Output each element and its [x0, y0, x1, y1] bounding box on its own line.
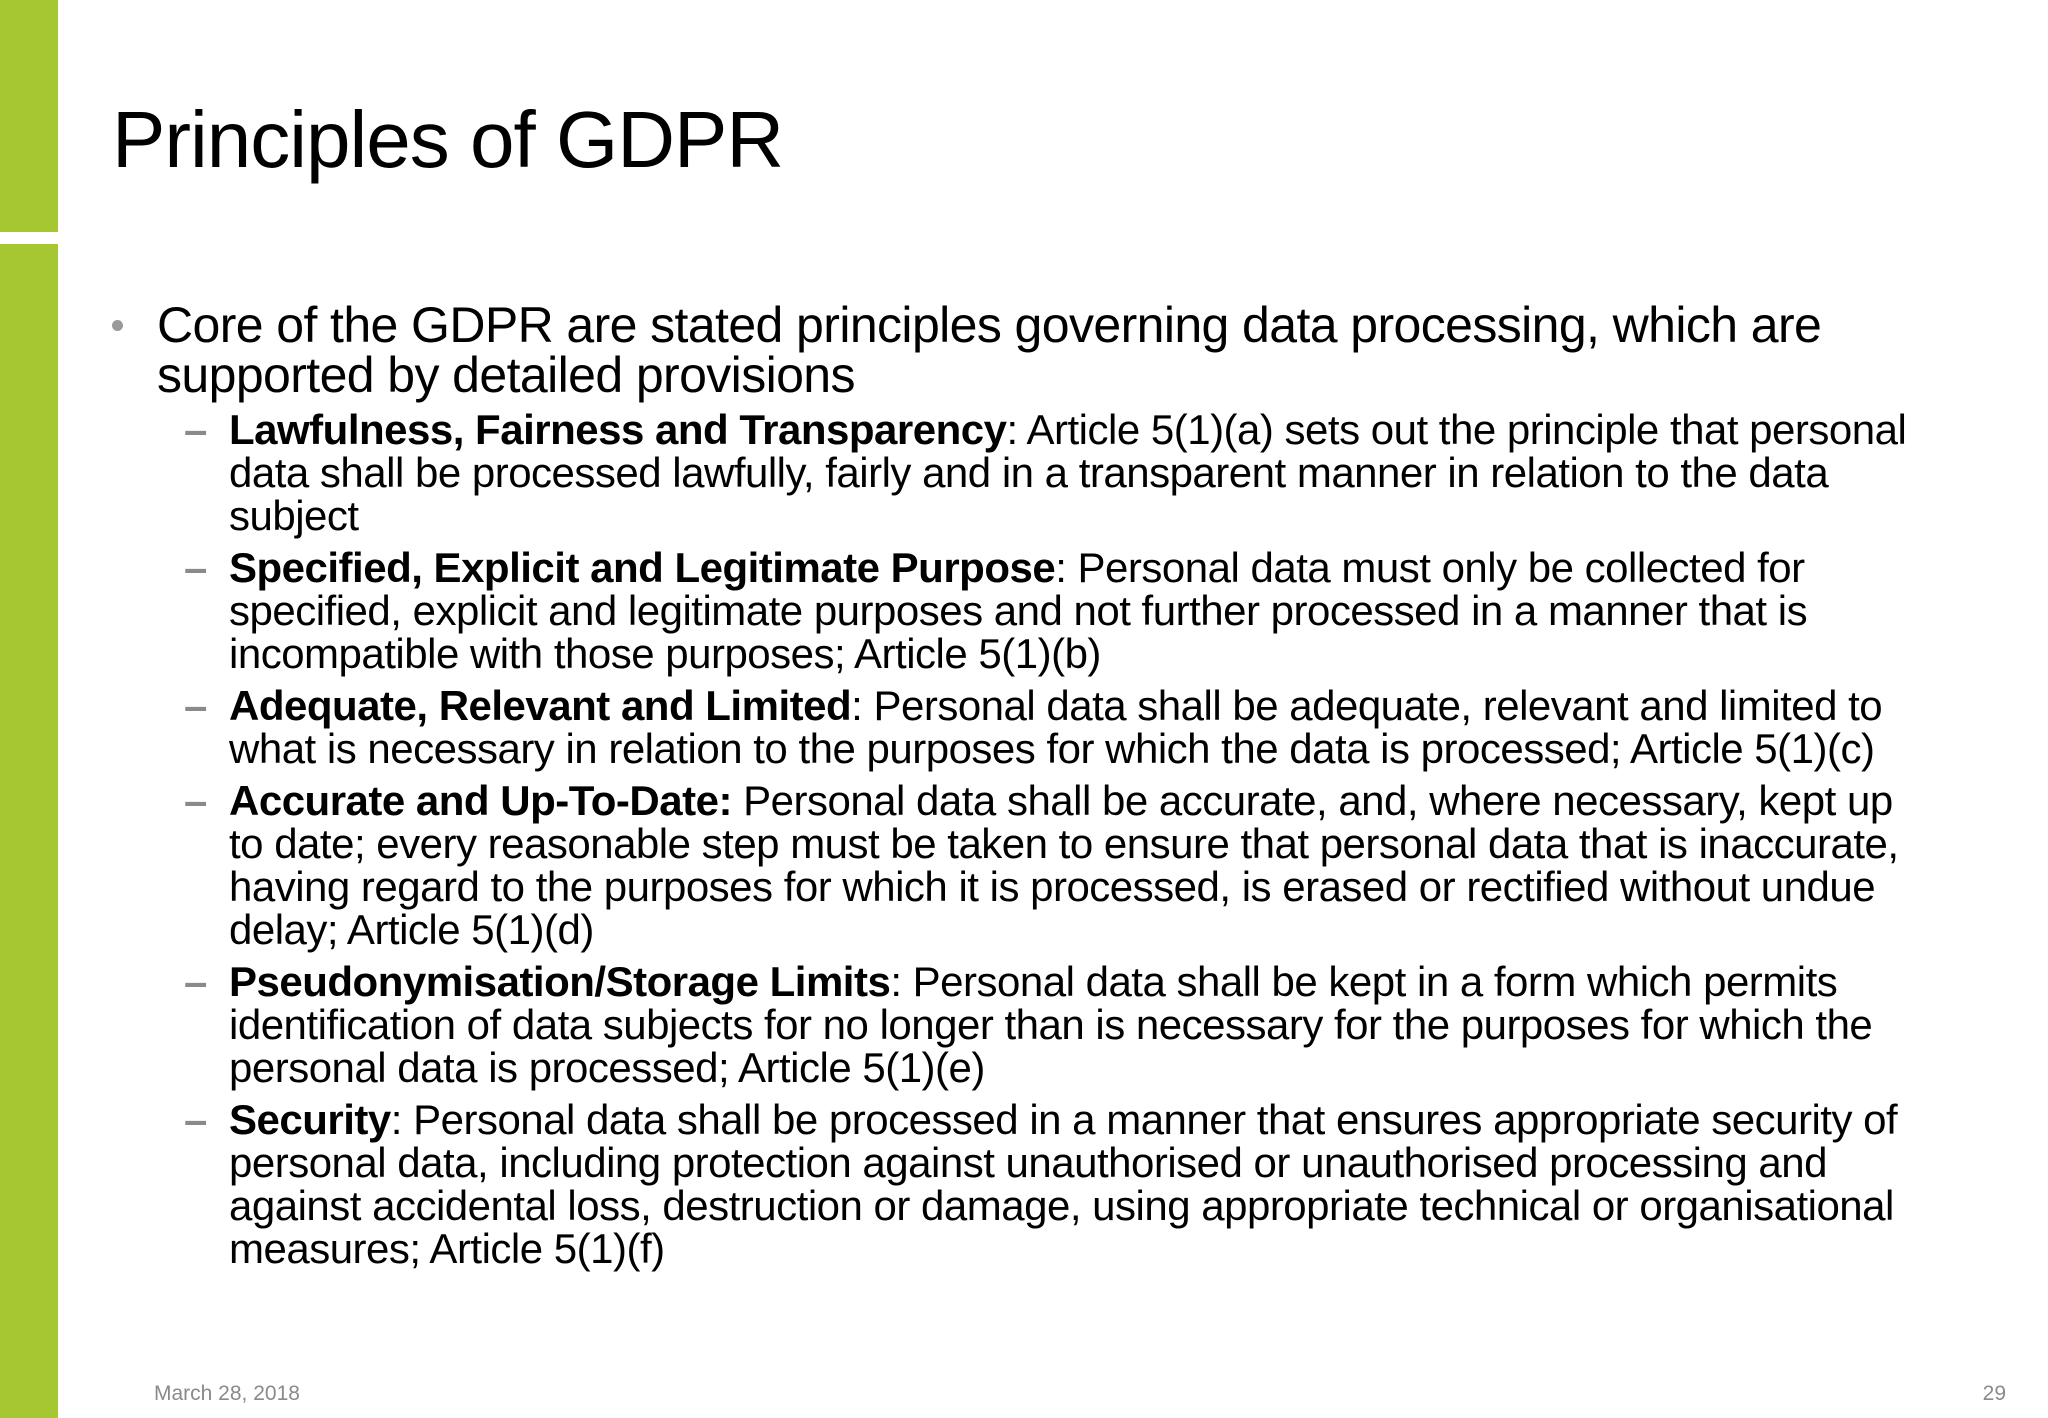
principle-item [112, 779, 1932, 951]
principle-term: Accurate and Up-To-Date: [229, 777, 732, 824]
main-bullet [112, 297, 1932, 403]
main-bullet-text: Core of the GDPR are stated principles governing data processing, which are supported by detailed provisions [157, 297, 1822, 403]
slide-title: Principles of GDPR [112, 95, 784, 184]
principle-term: Lawfulness, Fairness and Transparency [229, 406, 1007, 453]
dash-bullet-icon: – [184, 958, 207, 1005]
principle-text: : Article 5(1)(a) sets out the principle that personal data shall be processed lawfully, fairly and in a transparent manner in relation to the data subject [229, 406, 1907, 539]
principle-term: Pseudonymisation/Storage Limits [229, 958, 891, 1005]
principle-text: : Personal data shall be processed in a manner that ensures appropriate security of personal data, including protection against unauthorised or unauthorised processing and against accidental loss, destruction or damage, using appropriate technical or organisational measures; Article 5(1)(f) [229, 1096, 1898, 1272]
principle-term: Adequate, Relevant and Limited [229, 682, 852, 729]
accent-bar-bottom [0, 244, 58, 1418]
principle-item [112, 684, 1932, 770]
principle-text: : Personal data shall be adequate, relevant and limited to what is necessary in relation to the purposes for which the data is processed; Article 5(1)(c) [229, 682, 1883, 772]
principle-item [112, 960, 1932, 1089]
footer-date: March 28, 2018 [154, 1382, 300, 1405]
principle-term: Specified, Explicit and Legitimate Purpose [229, 544, 1056, 591]
principle-text: Personal data shall be accurate, and, where necessary, kept up to date; every reasonable step must be taken to ensure that personal data that is inaccurate, having regard to the purposes for which it is processed, is erased or rectified without undue delay; Article 5(1)(d) [229, 777, 1899, 953]
dash-bullet-icon: – [184, 682, 207, 729]
dash-bullet-icon: – [184, 777, 207, 824]
principle-text: : Personal data shall be kept in a form which permits identification of data subjects for no longer than is necessary for the purposes for which the personal data is processed; Article 5(1)(e) [229, 958, 1873, 1091]
principle-text: : Personal data must only be collected for specified, explicit and legitimate purposes and not further processed in a manner that is incompatible with those purposes; Article 5(1)(b) [229, 544, 1808, 677]
principles-list [112, 408, 1932, 1270]
page-number: 29 [1982, 1382, 2006, 1405]
principle-item [112, 1098, 1932, 1270]
principle-item [112, 408, 1932, 537]
dash-bullet-icon: – [184, 544, 207, 591]
dash-bullet-icon: – [184, 1096, 207, 1143]
accent-bar-top [0, 0, 58, 232]
principle-term: Security [229, 1096, 391, 1143]
principle-item [112, 546, 1932, 675]
dash-bullet-icon: – [184, 406, 207, 453]
bullet-dot-icon [112, 320, 123, 331]
slide-content [112, 297, 1932, 1279]
